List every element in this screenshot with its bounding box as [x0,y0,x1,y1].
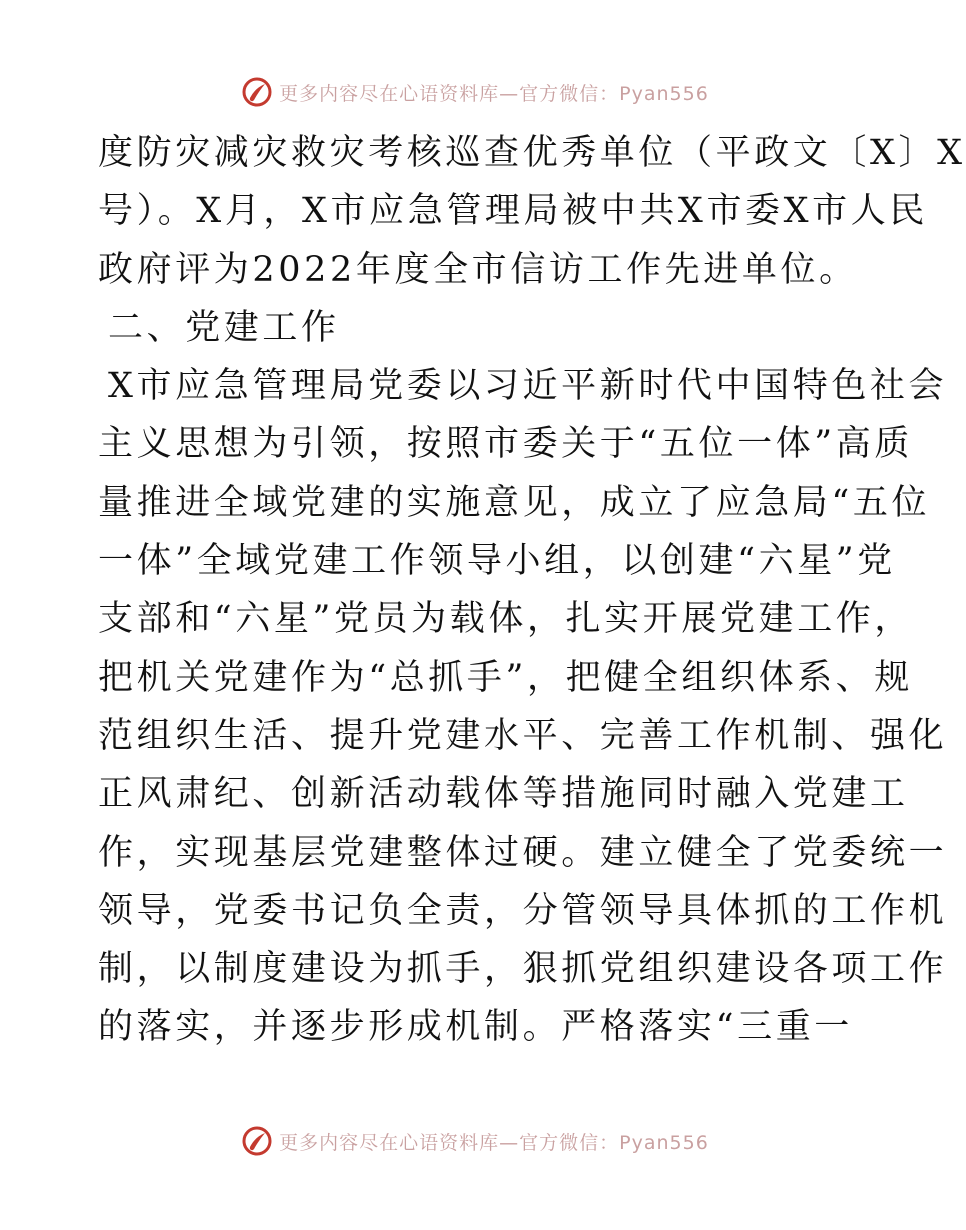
section-heading: 二、党建工作 [108,307,340,348]
body-line: 支部和“六星”党员为载体，扎实开展党建工作， [98,599,913,640]
brush-circle-logo-icon [241,1125,273,1157]
body-line: 正风肃纪、创新活动载体等措施同时融入党建工 [98,774,909,815]
body-line: 政府评为2022年度全市信访工作先进单位。 [98,249,858,290]
body-line: X市应急管理局党委以习近平新时代中国特色社会 [108,366,948,407]
body-line: 制，以制度建设为抓手，狠抓党组织建设各项工作 [98,949,948,990]
footer-watermark [0,1121,950,1161]
body-line: 量推进全域党建的实施意见，成立了应急局“五位 [98,482,931,523]
body-line: 的落实，并逐步形成机制。严格落实“三重一 [98,1007,853,1048]
body-line: 号）。X月，X市应急管理局被中共X市委X市人民 [98,191,928,232]
body-line: 一体”全域党建工作领导小组，以创建“六星”党 [98,541,896,582]
watermark-text: 更多内容尽在心语资料库—官方微信：Pyan556 [279,1131,709,1154]
brush-circle-logo-icon [241,76,273,108]
header-watermark [0,72,950,112]
body-line: 范组织生活、提升党建水平、完善工作机制、强化 [98,715,948,756]
document-body [98,124,966,1057]
watermark-text: 更多内容尽在心语资料库—官方微信：Pyan556 [279,82,709,105]
body-line: 作，实现基层党建整体过硬。建立健全了党委统一 [98,832,948,873]
body-line: 把机关党建作为“总抓手”，把健全组织体系、规 [98,657,913,698]
body-line: 领导，党委书记负全责，分管领导具体抓的工作机 [98,890,948,931]
body-line: 度防灾减灾救灾考核巡查优秀单位（平政文〔X〕X [98,133,966,173]
body-line: 主义思想为引领，按照市委关于“五位一体”高质 [98,424,913,465]
